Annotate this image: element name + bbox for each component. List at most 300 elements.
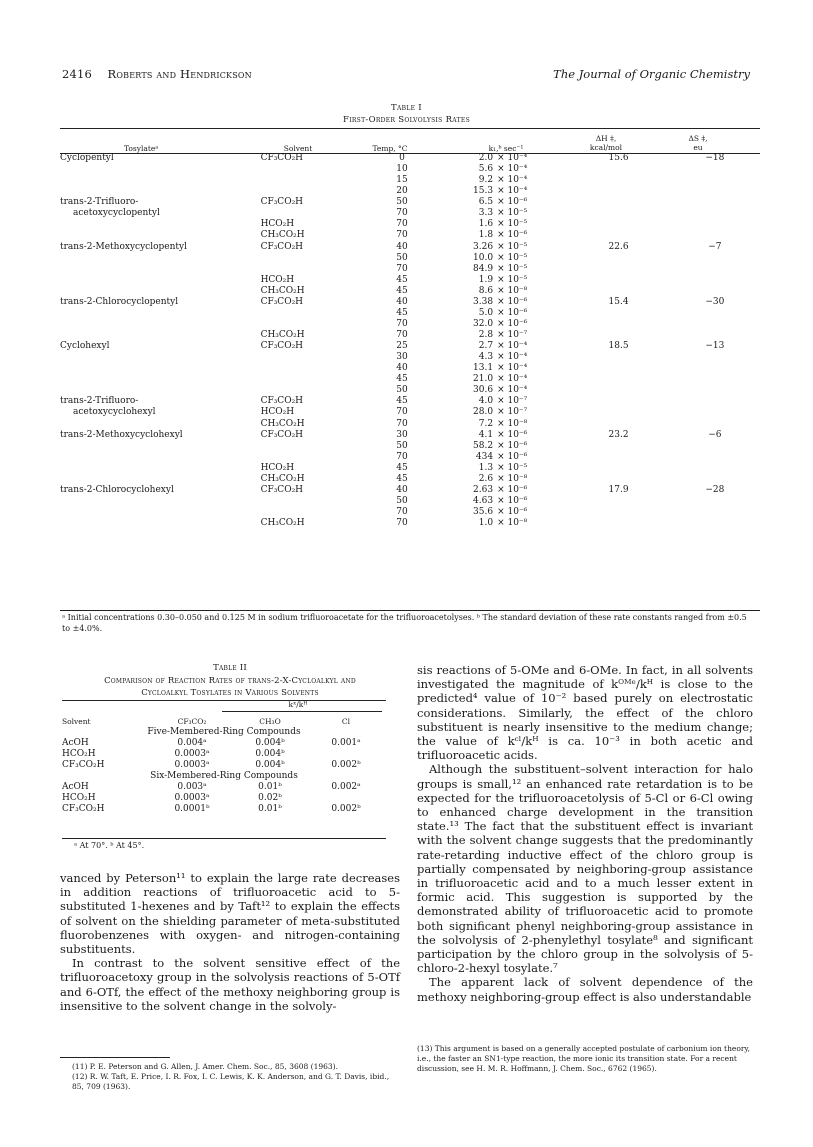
table1-row: [60, 496, 760, 507]
table2-cell: 0.003ᵃ: [177, 782, 207, 792]
table1-k-times: ×: [497, 153, 508, 163]
table1-cell-dh: 23.2: [608, 429, 629, 440]
table1-cell-solvent: CF₃CO₂H: [260, 484, 304, 495]
table2-row: [62, 804, 386, 815]
table1-cell-solvent: [261, 319, 357, 330]
table1-row: [60, 441, 760, 452]
table1-cell-ds: [670, 407, 760, 418]
table1-cell-solvent: CH₃CO₂H: [260, 330, 305, 340]
table1-row: [60, 208, 760, 219]
table1-cell-dh: 15.4: [608, 296, 629, 307]
table2-cell: 0.0003ᵃ: [174, 793, 210, 803]
table1-cell-temp: 45: [396, 396, 408, 407]
table1-row: [60, 419, 760, 430]
table1-row: [60, 319, 760, 330]
table1-cell-temp: 15: [396, 175, 408, 186]
table1-cell-tosylate: [60, 219, 261, 230]
table1-row: [60, 297, 760, 308]
table1-cell-dh: [567, 385, 669, 396]
table1-k-exponent: 10⁻⁵: [507, 252, 528, 263]
table1-header-k: k₁,ᵇ sec⁻¹: [488, 144, 524, 153]
table1-cell-solvent: [261, 208, 357, 219]
table1-cell-k: [447, 219, 567, 230]
table1-cell-temp: 70: [396, 230, 408, 241]
table1-row: [60, 485, 760, 496]
table2-cell: [306, 749, 386, 760]
table1-cell-solvent: CF₃CO₂H: [260, 153, 304, 163]
table1-cell-ds: [670, 186, 760, 197]
table1-header-ds: [668, 134, 728, 152]
table1-cell-tosylate: acetoxycyclohexyl: [73, 407, 156, 418]
right-column-text: [417, 663, 753, 1004]
table1-cell-dh: [567, 175, 669, 186]
table1-cell-ds: [670, 396, 760, 407]
table1-cell-temp: 70: [396, 263, 408, 274]
table1-k-times: ×: [497, 341, 508, 352]
table1-cell-solvent: CF₃CO₂H: [260, 341, 304, 352]
table1-cell-temp: 70: [396, 451, 408, 462]
table1-k-mantissa: 3.3: [478, 208, 494, 219]
table1-cell-solvent: HCO₂H: [260, 274, 295, 285]
table2-cell: HCO₂H: [62, 749, 96, 759]
table2-section-title: [62, 727, 386, 738]
table1-cell-ds: [670, 363, 760, 374]
table1-k-mantissa: 7.2: [478, 418, 494, 429]
table2-title-line1: Comparison of Reaction Rates of trans-2-X-Cycloalkyl and: [104, 675, 356, 686]
table2-ratio-label: kˣ/kᴴ: [288, 700, 308, 709]
table1-k-mantissa: 30.6: [473, 385, 494, 396]
table2-cell: 0.01ᵇ: [258, 782, 282, 792]
table1-k-exponent: 10⁻⁴: [507, 186, 528, 197]
table1-cell-solvent: CF₃CO₂H: [260, 296, 304, 307]
table2-caption: [60, 662, 400, 700]
table1-cell-k: [447, 330, 567, 341]
table2-cell: HCO₂H: [62, 793, 96, 803]
table1-cell-dh: [567, 308, 669, 319]
table1-k-exponent: 10⁻⁴: [507, 341, 528, 352]
table1-cell-ds: [670, 208, 760, 219]
table1-k-times: ×: [497, 230, 508, 241]
table1-cell-temp: 70: [396, 208, 408, 219]
table1-cell-dh: [567, 230, 669, 241]
page-number-and-authors: [62, 67, 252, 81]
table1-cell-tosylate: trans-2-Chlorocyclohexyl: [60, 484, 174, 495]
table1-k-mantissa: 28.0: [473, 407, 494, 418]
table1-header-tosylate: Tosylateᵃ: [124, 144, 159, 153]
table1-cell-tosylate: trans-2-Trifluoro-: [60, 396, 139, 407]
table1-bottom-rule: [60, 610, 760, 611]
table1-cell-temp: 45: [396, 374, 408, 385]
table2-cell: 0.002ᵃ: [331, 782, 361, 792]
table1-k-times: ×: [497, 385, 508, 396]
table1-k-exponent: 10⁻⁶: [507, 429, 528, 440]
table2-header-cell: Cl: [341, 717, 351, 726]
table1-k-exponent: 10⁻⁴: [507, 385, 528, 396]
table1-k-exponent: 10⁻⁵: [507, 208, 528, 219]
table1-row: [60, 308, 760, 319]
table1-cell-solvent: [261, 452, 357, 463]
table1-row: [60, 286, 760, 297]
table1-cell-temp: 20: [396, 186, 408, 197]
table1-k-mantissa: 35.6: [473, 507, 494, 517]
right-paragraph-2: Although the substituent–solvent interaction for halo groups is small,¹² an enhanced rate retardation is to be expected for the trifluoroacetolysis of 5-Cl or 6-Cl owing to enhanced charge development in the transition state.¹³ The fact that the substituent effect is invariant with the solvent change suggests that the predominantly rate-retarding inductive effect of the chloro group is partially compensated by neighboring-group assistance in trifluoroacetic acid and to a much lesser extent in formic acid. This suggestion is supported by the demonstrated ability of trifluoroacetic acid to promote both significant phenyl neighboring-group assistance in the solvolysis of 2-phenylethyl tosylate⁸ and significant participation by the chloro group in the solvolysis of 5-chloro-2-hexyl tosylate.⁷: [417, 762, 753, 976]
table1-cell-k: [447, 485, 567, 496]
table1-row: [60, 186, 760, 197]
table1-k-times: ×: [497, 484, 508, 495]
table1-row: [60, 253, 760, 264]
table1-k-exponent: 10⁻⁸: [507, 518, 528, 529]
table1-cell-dh: 17.9: [608, 484, 629, 495]
left-paragraph-1: vanced by Peterson¹¹ to explain the large rate decreases in addition reactions of trifluoroacetic acid to 5-substituted 1-hexenes and by Taft¹² to explain the effects of solvent on the shielding parameter of meta-substituted fluorobenzenes with oxygen- and nitrogen-containing substituents.: [60, 871, 400, 957]
table1-caption: [0, 102, 813, 126]
table2-cell: 0.001ᵃ: [331, 738, 361, 748]
table1-cell-tosylate: trans-2-Trifluoro-: [60, 197, 139, 208]
table1-cell-tosylate: [60, 474, 261, 485]
table2-row: [62, 749, 386, 760]
table1-cell-tosylate: [60, 352, 261, 363]
table1-header-dh-label: ΔH ‡,: [595, 134, 617, 143]
table1-k-times: ×: [497, 274, 508, 285]
table1-k-times: ×: [497, 518, 508, 529]
table1-row: [60, 341, 760, 352]
table1-k-times: ×: [497, 186, 508, 197]
running-header: [62, 67, 750, 83]
table1-row: [60, 407, 760, 418]
table1-k-mantissa: 5.0: [478, 307, 494, 318]
table1-row: [60, 374, 760, 385]
table1-cell-temp: 70: [396, 418, 408, 429]
table1-k-times: ×: [497, 462, 508, 473]
table1-cell-dh: [567, 518, 669, 529]
table2-bottom-rule: [62, 838, 386, 839]
table1-cell-solvent: CF₃CO₂H: [260, 429, 304, 440]
table1-cell-k: [447, 341, 567, 352]
table1-cell-tosylate: trans-2-Methoxycyclopentyl: [60, 241, 187, 252]
table2-row: [62, 793, 386, 804]
table1-k-times: ×: [497, 164, 508, 175]
table1-k-times: ×: [497, 175, 508, 186]
table1-k-mantissa: 1.6: [478, 219, 494, 230]
table2-body: [62, 716, 386, 815]
table2-ratio-header: [222, 700, 374, 709]
table1-k-times: ×: [497, 418, 508, 429]
table1-cell-temp: 25: [396, 341, 408, 352]
table1-k-mantissa: 32.0: [473, 318, 494, 329]
table1-row: [60, 385, 760, 396]
table2-cell: 0.002ᵇ: [331, 804, 361, 814]
table1-k-mantissa: 1.8: [478, 230, 494, 241]
table1-k-exponent: 10⁻⁶: [507, 451, 528, 462]
table1-cell-dh: [567, 164, 669, 175]
table1-header-ds-label: ΔS ‡,: [688, 134, 708, 143]
table1-cell-tosylate: [60, 230, 261, 241]
table1-cell-tosylate: [60, 275, 261, 286]
table1-k-times: ×: [497, 219, 508, 230]
table1-cell-solvent: CH₃CO₂H: [260, 473, 305, 484]
table1-cell-k: [447, 153, 567, 164]
table1-k-mantissa: 4.3: [478, 352, 494, 363]
table1-cell-tosylate: trans-2-Methoxycyclohexyl: [60, 429, 183, 440]
table1-cell-solvent: CF₃CO₂H: [260, 241, 304, 252]
table1-cell-dh: [567, 253, 669, 264]
table1-row: [60, 518, 760, 529]
table1-cell-dh: 18.5: [608, 341, 629, 352]
table1-k-mantissa: 4.0: [478, 396, 494, 407]
table1-header-solvent: Solvent: [283, 144, 313, 153]
table2-cell: CF₃CO₂H: [62, 804, 105, 814]
table1-cell-temp: 50: [396, 252, 408, 263]
table2-cell: 0.004ᵇ: [255, 760, 285, 770]
table1-cell-k: [447, 474, 567, 485]
table1-cell-dh: [567, 441, 669, 452]
table1-cell-dh: [567, 186, 669, 197]
table1-k-times: ×: [497, 252, 508, 263]
table1-cell-k: [447, 463, 567, 474]
table1-cell-temp: 40: [396, 484, 408, 495]
table1-header-temp: Temp, °C: [372, 144, 408, 153]
table1-cell-k: [447, 496, 567, 507]
table1-cell-dh: [567, 407, 669, 418]
table1-k-mantissa: 13.1: [473, 363, 494, 374]
table1-cell-solvent: CH₃CO₂H: [260, 285, 305, 296]
table2-ratio-rule: [222, 711, 382, 712]
table2-header-row: [62, 716, 386, 727]
table1-k-exponent: 10⁻⁶: [507, 318, 528, 329]
table1-cell-temp: 45: [396, 285, 408, 296]
table1-cell-temp: 10: [396, 164, 408, 175]
table2-section-label: Five-Membered-Ring Compounds: [147, 727, 301, 737]
table1-k-exponent: 10⁻⁶: [507, 197, 528, 208]
table1-cell-k: [447, 396, 567, 407]
table1-top-rule: [60, 128, 760, 129]
table1-cell-ds: [670, 385, 760, 396]
table1-cell-dh: [567, 396, 669, 407]
table1-cell-k: [447, 363, 567, 374]
table1-k-exponent: 10⁻⁷: [507, 396, 528, 407]
table1-cell-temp: 50: [396, 495, 408, 506]
table2-cell: 0.004ᵇ: [255, 738, 285, 748]
left-footnotes: [60, 1062, 400, 1092]
table1-cell-ds: [670, 419, 760, 430]
table1-row: [60, 264, 760, 275]
table1-cell-ds: [670, 374, 760, 385]
table1-cell-k: [447, 286, 567, 297]
table2-row: [62, 738, 386, 749]
table1-cell-ds: [670, 518, 760, 529]
table1-cell-tosylate: [60, 330, 261, 341]
table1-k-exponent: 10⁻⁶: [507, 484, 528, 495]
table1-cell-temp: 45: [396, 307, 408, 318]
table1-cell-k: [447, 507, 567, 518]
table1-cell-tosylate: Cyclohexyl: [60, 341, 110, 352]
table1-cell-temp: 45: [396, 473, 408, 484]
table1-k-exponent: 10⁻⁴: [507, 153, 528, 163]
table1-k-mantissa: 15.3: [473, 186, 494, 197]
table1-cell-solvent: [261, 308, 357, 319]
table1-k-times: ×: [497, 307, 508, 318]
table1-header-dh: [570, 134, 642, 152]
table1-cell-solvent: [261, 186, 357, 197]
table2-footnote: ᵃ At 70°. ᵇ At 45°.: [74, 841, 145, 850]
table1-header-dh-unit: kcal/mol: [589, 143, 623, 152]
table1-cell-solvent: [261, 385, 357, 396]
table1-title: First-Order Solvolysis Rates: [343, 115, 470, 125]
table2-section-title: [62, 771, 386, 782]
table1-k-mantissa: 4.1: [478, 429, 494, 440]
table1-cell-dh: [567, 363, 669, 374]
table1-k-times: ×: [497, 197, 508, 208]
table1-row: [60, 330, 760, 341]
table1-cell-k: [447, 374, 567, 385]
table1-k-times: ×: [497, 374, 508, 385]
table1-k-mantissa: 434: [475, 451, 494, 462]
table1-k-mantissa: 3.26: [473, 241, 494, 252]
table1-k-exponent: 10⁻⁴: [507, 164, 528, 175]
table1-row: [60, 153, 760, 164]
footnote-11: (11) P. E. Peterson and G. Allen, J. Amer. Chem. Soc., 85, 3608 (1963).: [72, 1062, 338, 1071]
table1-k-exponent: 10⁻⁶: [507, 440, 528, 451]
table1-cell-tosylate: [60, 186, 261, 197]
table1-k-mantissa: 2.7: [478, 341, 494, 352]
table1-k-exponent: 10⁻⁸: [507, 285, 528, 296]
table1-cell-temp: 40: [396, 296, 408, 307]
table1-row: [60, 352, 760, 363]
table1-row: [60, 396, 760, 407]
table1-k-times: ×: [497, 352, 508, 363]
table1-cell-temp: 70: [396, 407, 408, 418]
table1-k-times: ×: [497, 407, 508, 418]
table1-cell-tosylate: [60, 253, 261, 264]
table1-cell-k: [447, 308, 567, 319]
table1-k-times: ×: [497, 429, 508, 440]
table1-cell-dh: [567, 286, 669, 297]
right-paragraph-1: sis reactions of 5-OMe and 6-OMe. In fact, in all solvents investigated the magnitude of kᴼᴹᵉ/kᴴ is close to the predicted⁴ value of 10⁻² based purely on electrostatic considerations. Similarly, the effect of the chloro substituent is nearly insensitive to the medium change; the value of kᶜˡ/kᴴ is ca. 10⁻³ in both acetic and trifluoroacetic acids.: [417, 663, 753, 763]
table1-cell-dh: [567, 463, 669, 474]
table1-cell-dh: [567, 507, 669, 518]
journal-name: The Journal of Organic Chemistry: [553, 67, 750, 81]
table2-cell: 0.01ᵇ: [258, 804, 282, 814]
footnote-12: (12) R. W. Taft, E. Price, I. R. Fox, I. C. Lewis, K. K. Anderson, and G. T. Davis, ibid., 85, 709 (1963).: [72, 1072, 390, 1091]
table1-cell-temp: 0: [399, 153, 405, 163]
table1-cell-temp: 70: [396, 518, 408, 529]
table1-cell-dh: [567, 319, 669, 330]
table1-k-mantissa: 2.8: [478, 330, 494, 340]
table1-row: [60, 430, 760, 441]
table1-cell-ds: [670, 463, 760, 474]
left-column-text: [60, 871, 400, 1013]
table1-k-times: ×: [497, 241, 508, 252]
table1-cell-solvent: HCO₂H: [260, 219, 295, 230]
table2-cell: 0.02ᵇ: [258, 793, 282, 803]
table1-cell-solvent: CH₃CO₂H: [260, 418, 305, 429]
table1-cell-ds: [670, 275, 760, 286]
table1-cell-temp: 30: [396, 352, 408, 363]
table1-cell-solvent: [261, 441, 357, 452]
table1-cell-ds: −7: [708, 241, 722, 252]
table1-cell-dh: [567, 219, 669, 230]
table1-cell-temp: 40: [396, 241, 408, 252]
table1-k-exponent: 10⁻⁵: [507, 274, 528, 285]
table1-k-exponent: 10⁻⁵: [507, 241, 528, 252]
table1-cell-temp: 45: [396, 274, 408, 285]
table1-cell-ds: [670, 197, 760, 208]
table1-cell-dh: [567, 264, 669, 275]
table1-cell-k: [447, 319, 567, 330]
table1-k-mantissa: 4.63: [473, 495, 494, 506]
table2-cell: CF₃CO₂H: [62, 760, 105, 770]
table1-label: Table I: [391, 103, 422, 113]
table1-cell-ds: [670, 474, 760, 485]
table1-cell-ds: [670, 330, 760, 341]
table1-cell-ds: −18: [705, 153, 725, 163]
right-paragraph-3: The apparent lack of solvent dependence of the methoxy neighboring-group effect is also understandable: [417, 975, 753, 1004]
table1-k-exponent: 10⁻⁶: [507, 230, 528, 241]
table2-cell: AcOH: [62, 738, 89, 748]
table1-cell-tosylate: [60, 164, 261, 175]
table1-cell-temp: 30: [396, 429, 408, 440]
table1-cell-k: [447, 352, 567, 363]
table1-cell-dh: 22.6: [608, 241, 629, 252]
table1-cell-tosylate: [60, 518, 261, 529]
table1-k-times: ×: [497, 451, 508, 462]
table1-k-times: ×: [497, 330, 508, 340]
table1-row: [60, 452, 760, 463]
table2-cell: 0.002ᵇ: [331, 760, 361, 770]
table1-cell-tosylate: Cyclopentyl: [60, 153, 114, 163]
table1-k-times: ×: [497, 440, 508, 451]
table1-k-times: ×: [497, 318, 508, 329]
table2-cell: 0.004ᵇ: [255, 749, 285, 759]
table2-cell: 0.0003ᵃ: [174, 749, 210, 759]
table1-cell-temp: 50: [396, 385, 408, 396]
table1-cell-solvent: CF₃CO₂H: [260, 197, 304, 208]
table1-cell-solvent: [261, 352, 357, 363]
table1-cell-solvent: CF₃CO₂H: [260, 396, 304, 407]
table1-cell-dh: 15.6: [608, 153, 629, 163]
table1-row: [60, 175, 760, 186]
table1-cell-k: [447, 197, 567, 208]
table1-cell-k: [447, 407, 567, 418]
table1-cell-dh: [567, 275, 669, 286]
table1-k-exponent: 10⁻⁴: [507, 374, 528, 385]
table1-cell-tosylate: [60, 319, 261, 330]
table1-cell-tosylate: [60, 419, 261, 430]
table1-k-mantissa: 58.2: [473, 440, 494, 451]
table1-k-exponent: 10⁻⁶: [507, 307, 528, 318]
table2-cell: 0.0001ᵇ: [174, 804, 210, 814]
table1-k-times: ×: [497, 285, 508, 296]
table1-k-mantissa: 8.6: [478, 285, 494, 296]
table1-cell-tosylate: [60, 308, 261, 319]
table1-cell-ds: [670, 507, 760, 518]
table1-cell-solvent: [261, 253, 357, 264]
table1-k-mantissa: 5.6: [478, 164, 494, 175]
table1-cell-k: [447, 186, 567, 197]
table1-cell-tosylate: [60, 385, 261, 396]
table1-cell-solvent: [261, 507, 357, 518]
table1-cell-ds: −6: [708, 429, 722, 440]
table1-cell-k: [447, 230, 567, 241]
table1-cell-ds: −28: [705, 484, 725, 495]
table1-cell-ds: [670, 264, 760, 275]
table1-cell-ds: [670, 319, 760, 330]
table1-k-times: ×: [497, 495, 508, 506]
table1-cell-tosylate: [60, 496, 261, 507]
table1-cell-solvent: CH₃CO₂H: [260, 518, 305, 529]
table1-cell-solvent: [261, 164, 357, 175]
table1-cell-k: [447, 430, 567, 441]
table1-cell-tosylate: [60, 286, 261, 297]
